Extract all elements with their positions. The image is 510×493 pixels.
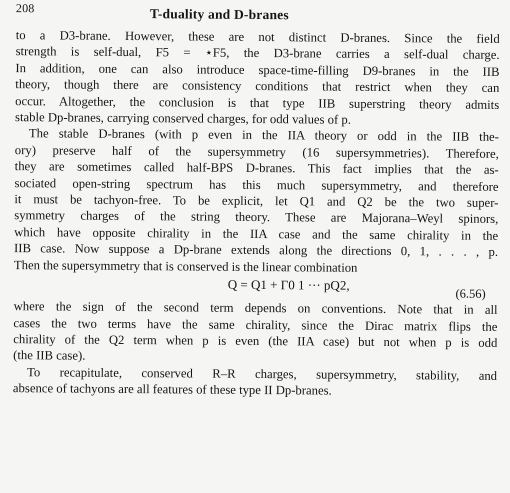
equation-6-56: [14, 273, 498, 302]
equation-formula: Q = Q1 + Γ0 1 ··· pQ2,: [227, 276, 350, 293]
text-line: stable Dp-branes, carrying conserved charges, for odd values of p.: [15, 110, 351, 127]
text-line: to a D3-brane. However, these are not distinct D-branes. Since the field: [15, 28, 500, 46]
text-line: In addition, one can also introduce space-time-filling D9-branes in the IIB: [15, 60, 500, 79]
text-line: they are sometimes called half-BPS D-branes. This fact implies that the as-: [14, 159, 499, 178]
text-line: chirality of the Q2 term when p is even (the IIA case) but not when p is odd: [13, 332, 498, 350]
text-line: absence of tachyons are all features of these type II Dp-branes.: [12, 381, 332, 398]
text-line: To recapitulate, conserved R–R charges, supersymmetry, stability, and: [27, 364, 498, 383]
paragraph-4: [13, 364, 497, 401]
text-line: sociated open-string spectrum has this much supersymmetry, and therefore: [14, 175, 499, 194]
running-head: T-duality and D-branes: [149, 6, 289, 23]
equation-number: (6.56): [455, 286, 486, 301]
text-line: IIB case. Now suppose a Dp-brane extends along the directions 0, 1, . . . , p.: [13, 241, 499, 260]
text-line: cases the two terms have the same chirality, since the Dirac matrix flips the: [13, 315, 498, 334]
text-line: The stable D-branes (with p even in the IIA theory or odd in the IIB the-: [28, 126, 499, 145]
text-line: ory) preserve half of the supersymmetry (16 supersymmetries). Therefore,: [14, 142, 499, 161]
paragraph-2: [14, 126, 499, 277]
text-line: occur. Altogether, the conclusion is that type IIB superstring theory admits: [15, 93, 500, 112]
paragraph-3: [13, 298, 498, 367]
text-line: strength is self-dual, F5 = ⋆F5, the D3-brane carries a self-dual charge.: [15, 44, 500, 63]
text-line: where the sign of the second term depends on conventions. Note that in all: [13, 299, 498, 318]
body-text: [13, 27, 500, 400]
text-line: Then the supersymmetry that is conserved is the linear combination: [13, 257, 358, 275]
text-line: (the IIB case).: [13, 348, 86, 363]
text-line: theory, though there are consistency conditions that restrict when they can: [15, 77, 500, 96]
text-line: symmetry charges of the string theory. These are Majorana–Weyl spinors,: [14, 208, 499, 227]
text-line: which have opposite chirality in the IIA case and the same chirality in the: [14, 224, 499, 243]
paragraph-1: [15, 27, 500, 129]
text-line: it must be tachyon-free. To be explicit, let Q1 and Q2 be the two super-: [14, 192, 499, 210]
page-number: 208: [15, 1, 35, 16]
